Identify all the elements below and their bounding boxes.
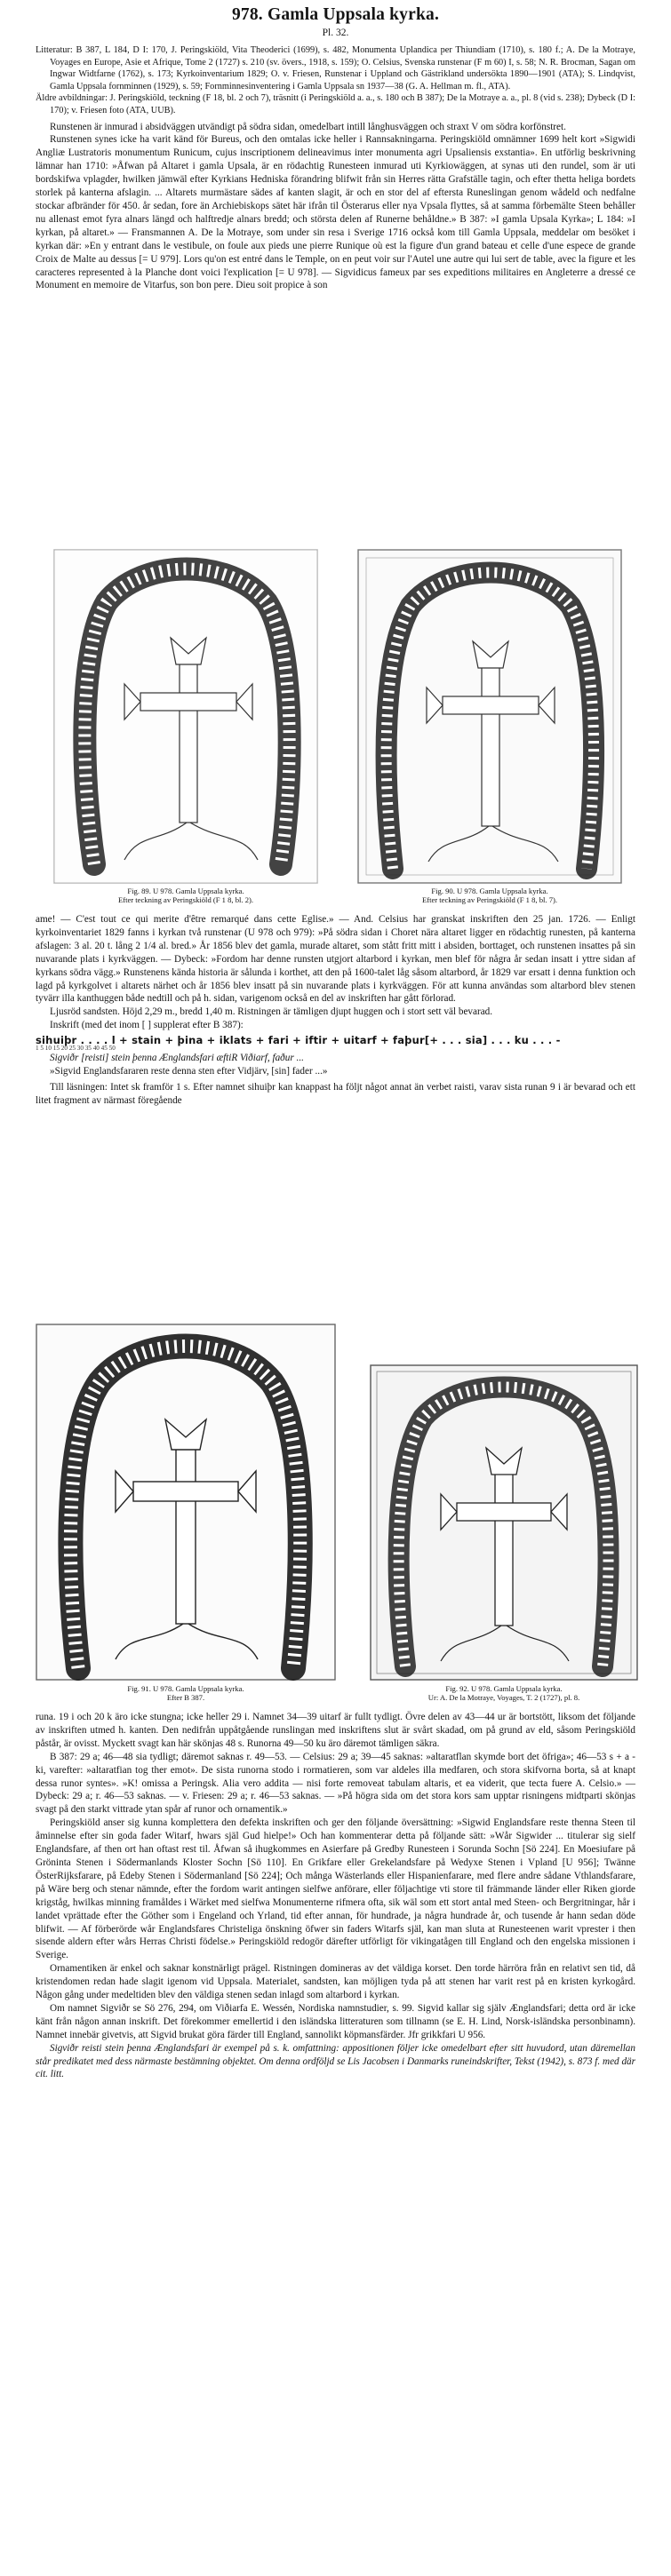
paragraph-inscription-intro: Inskrift (med det inom [ ] supplerat efter B 387):	[50, 1020, 244, 1031]
literature-list: Litteratur: B 387, L 184, D I: 170, J. Peringskiöld, Vita Theoderici (1699), s. 482, Monumenta Uplandica per Thiundiam (1710), s. 180 f.; A. De la Motraye, Voyages en Europe, Asie et Afrique, Tome 2 (1727) s. 210 (sv. övers., 1918, s. 159); O. Celsius, Svenska runstenar (F m 60) I, s. 58; N. R. Brocman, Sagan om Ingwar Widtfarne (1762), s. 173; Kyrkoinventarium 1829; O. v. Friesen, Runstenar i Uppland och Gästrikland undersökta 1890—1901 (ATA); S. Lindqvist, Gamla Uppsala fornminnen (1929), s. 59; Fornminnesinventering i Gamla Uppsala sn 1937—38 (G. A. Hellman m. fl., ATA).	[36, 45, 635, 91]
figure-91	[36, 1324, 336, 1681]
body-part-2	[0, 913, 671, 1108]
header-block	[0, 5, 671, 292]
translation-text: »Sigvid Englandsfararen reste denna sten efter Vidjärv, [sin] fader ...»	[50, 1066, 328, 1077]
paragraph-syntax: Sigviðr reisti stein þenna Ænglandsfari är exempel på s. k. omfattning: appositionen följer icke omedelbart efter sitt huvudord, utan däremellan står predikatet med dess närmaste bestämning objektet. Om denna ordföljd se Lis Jacobsen i Danmarks runeindskrifter, Tekst (1942), s. 873 f. med där cit. litt.	[36, 2042, 635, 2080]
rune-numbering: 1 5 10 15 20 25 30 35 40 45 50	[36, 1045, 116, 1053]
body-part-1	[36, 121, 635, 293]
paragraph-peringskiold: Peringskiöld anser sig kunna komplettera den defekta inskriften och ger den följande översättning: »Sigwid Englandsfare reste thenna Steen til åminnelse efter sin goda fader Witarf, hwars själ Gud hielpe!» Och han kommenterar detta på följande sätt: »Wår Sigwider ... titulerar sig sielf Englandsfare, af then ort han oftast rest til. Åfwan så ihugkommes en Asierfare på Gredby Runesteen i Sorunda Sochn [Sö 224]. En Moesiufare på Gröninta Stenen i Södermanlands Kloster Sochn [Sö 110]. En Grikfare eller Grekelandsfare på Wedyxe Stenen i Vpland [U 956]; Twänne ÖsterRijksfarare, på Edeby Stenen i Södermanland [Sö 224]; Och många Wästerlands eller Hispanienfarare, med flere andre sådane Vthlandsfarare, på Wäre berg och stenar nämnde, efter the fordom warit antingen sielfwe anförare, eller följachtige vti store til främmande länder eller Riken giorde krigståg, hwilkas minning framåldes i Wärket med sielfwa Monumenterne rifmera ofta, sik wäl som ett stort antal med Steen- och Bergritningar, hår i landet vprättade efter the Göther som i Engeland och Yrland, tid efter annan, för hundrade, ja några hundrade år, och tusende år hann sedan döde blifwit. — Af förberörde wår Englandsfares Christeliga önskning öfwer sin faders Witarfs själ, kan man sluta at Runesteenen warit vprester i then sisende aldern efter wårs Herras Christi födelse.» Peringskiöld redogör därefter utförligt för vikingatågen till England och den engelska missionen i Sverige.	[36, 1817, 635, 1961]
figure-89-caption: Fig. 89. U 978. Gamla Uppsala kyrka. Efter teckning av Peringskiöld (F 1 8, bl. 2).	[117, 886, 254, 905]
paragraph-ornament: Ornamentiken är enkel och saknar konstnärligt prägel. Ristningen domineras av det väldiga korset. Den torde härröra från en relativt sen tid, då kristendomen redan hade slagit igenom vid Uppsala. Materialet, sandsten, kan möjligen tyda på att stenen har varit rest på en kristen kyrkogård. Någon gång under medeltiden blev den väldiga stenen sedan inlagd som altarbord i kyrkan.	[36, 1963, 635, 2001]
figure-89	[53, 549, 318, 884]
normalized-text: Sigviðr [reisti] stein þenna Ænglandsfari æftiR Viðiarf, faður ...	[50, 1053, 304, 1064]
body-part-3	[0, 1711, 671, 2081]
illustration-list: Äldre avbildningar: J. Peringskiöld, teckning (F 18, bl. 2 och 7), träsnitt (i Peringskiöld a. a., s. 180 och B 387); De la Motraye a. a., pl. 8 (vid s. 238); Dybeck (D I: 170); v. Friesen foto (ATA, UUB).	[36, 93, 635, 115]
paragraph-history: Runstenen synes icke ha varit känd för Bureus, och den omtalas icke heller i Rannsakningarna. Peringskiöld omnämner 1699 helt kort »Sigwidi Angliæ Lustratoris monumentum Runicum, cujus inscriptionem delineavimus inter monumenta agri Upsaliensis exstantia». En utförlig beskrivning lämnar han 1710: »Åfwan på Altaret i gamla Upsala, är en rödachtig Runesteen inmurad uti Kyrkiowäggen, at synas uti den rundel, som är uti bordskifwa vplagder, hwilken jämwäl efter Kyrkians Hedniska förandring blifwit från sin Herres rätta Grafställe tagin, och efter thetta heliga bordets storlek på kanterna afslagin. ... Altarets murmästare sädes af kanten slagit, är och en stor del af eftersta Runeslingan genom wådeld och nedfalne stockar afbränder för 450. år sedan, fore än Archiebiskops sätet här ifrån til Österarus eller nya Vpsala flyttes, så at samma förbemälte Steen behåller nu allenast emot fyra alnars längd och halftredje alnars bredd; och största delen af Runerne behåldne.» B 387: »I gamla Upsala Kyrka»; L 184: »I kyrkan, på altaret.» — Fransmannen A. De la Motraye, som under sin resa i Sverige 1716 också kom till Gamla Uppsala, meddelar om besöket i kyrkan där: »En y entrant dans le vestibule, on foule aux pieds une pierre Runique où est la figure d'un grand bateau et celle d'une espece de grande Croix de Malte au dessus [= U 979]. Lors qu'on est entré dans le Temple, on en peut voir sur l'Autel une autre qui lui sert de table, avec la figure et les caracteres represented à la Planche dont voici l'explication [= U 978]. — Sigvidicus fameux par ses expeditions militaires en Angleterre a dressé ce Monument en memoire de Vitarfus, son bon pere. Dieu soit propice à son	[36, 134, 635, 291]
figure-92-caption: Fig. 92. U 978. Gamla Uppsala kyrka. Ur: A. De la Motraye, Voyages, T. 2 (1727), pl. 8.	[427, 1684, 580, 1703]
rune-transliteration: sihuiþr . . . . l + stain + þina + iklats + fari + iftir + uitarf + faþur[+ . . . sia] . . . ku . . . -	[36, 1034, 561, 1047]
paragraph-material: Ljusröd sandsten. Höjd 2,29 m., bredd 1,40 m. Ristningen är tämligen djupt huggen och i stort sett väl bevarad.	[50, 1006, 493, 1018]
runestone-drawing-90	[357, 549, 622, 884]
paragraph-reading: Till läsningen: Intet sk framför 1 s. Efter namnet sihuiþr kan knappast ha följt något annat än verbet raisti, varav sista runan 9 i är bevarad och ett litet fragment av närmast föregående	[36, 1081, 635, 1106]
figure-92	[370, 1364, 638, 1681]
page-title: 978. Gamla Uppsala kyrka.	[231, 5, 440, 24]
paragraph-location: Runstenen är inmurad i absidväggen utvändigt på södra sidan, omedelbart intill långhusväggen och straxt V om södra korfönstret.	[50, 121, 566, 132]
runestone-engraving-92	[370, 1364, 638, 1681]
paragraph-runa: runa. 19 i och 20 k äro icke stungna; icke heller 29 i. Namnet 34—39 uitarf är fullt tydligt. Övre delen av 43—44 ur är bortstött, liksom det följande av inskriften utmed h. kanten. Den nedifrån uppåtgående runslingan med inskriftens slut är svårt skadad, om på grund av eld, såsom Peringskiöld påstår, är ovisst. Myckett svagt kan här skönjas 48 s. Runorna 49—50 ku äro däremot tämligen säkra.	[36, 1712, 635, 1749]
paragraph-names: Om namnet Sigviðr se Sö 276, 294, om Viðiarfa E. Wessén, Nordiska namnstudier, s. 99. Sigvid kallar sig själv Ænglandsfari; detta ord är icke känt från någon annan inskrift. Det förekommer emellertid i den isländska litteraturen som tillnamn (se E. H. Lind, Norsk-isländska personbinamn). Namnet innebär givetvis, att Sigvid brukat göra färder till England, sannolikt köpmansfärder. Jfr grikkfari U 956.	[36, 2002, 635, 2040]
plate-reference: Pl. 32.	[322, 28, 349, 38]
paragraph-continuation: ame! — C'est tout ce qui merite d'être remarqué dans cette Eglise.» — And. Celsius har granskat inskriften den 25 jan. 1726. — Enligt kyrkoinventariet 1829 fanns i kyrkan två runstenar (U 978 och 979): »På södra sidan i Choret nära altaret ligger en rödachtig runesten, på kanterna afslagen: 3 al. 20 t. lång 2 1/4 al. bred.» År 1856 blev det gamla, murade altaret, som stått fritt mitt i absiden, borttaget, och runstenen insattes på sin nuvarande plats i kyrkväggen. — Dybeck: »Fordom har denne runsten utgjort altarbord i kyrkan, men blef för några år sedan insatt i yttre sidan af kyrkans södra vägg.» Runstenens kända historia är sålunda i korthet, att den på 1600-talet låg såsom altarbord, år 1829 var ersatt i denna funktion och lagd på kyrkgolvet i altarets närhet och år 1856 blev insatt på sin nuvarande plats i kyrkväggen. För att kunna användas som altarbord blev stenen tyvärr illa kanthuggen både nedtill och på h. sidan, varigenom också en del av inskriften har gått förlorad.	[36, 914, 635, 1005]
runestone-woodcut-91	[36, 1324, 336, 1681]
figure-90	[357, 549, 622, 884]
figure-90-caption: Fig. 90. U 978. Gamla Uppsala kyrka. Efter teckning av Peringskiöld (F 1 8, bl. 7).	[421, 886, 558, 905]
paragraph-earlier-readings: B 387: 29 a; 46—48 sia tydligt; däremot saknas r. 49—53. — Celsius: 29 a; 39—45 saknas: »altaratflan skymde bort det öfriga»; 46—53 s + a - ki, varefter: »altaratfian tog ther emot». De sista runorna stodo i rormatieren, som var aldeles illa medfaren, och stora skifvorna borta, så at knapt dessa runor syntes». »K! omissa a Peringsk. Alia vero addita — nisi forte removeat tabulam altaris, et ea viderit, que tecta fuere A. Celsio.» — Dybeck: 29 a; r. 46—53 saknas. — v. Friesen: 29 a; r. 46—53 saknas. — »På högra sida om det stora kors sam upptar risningens midtparti skönjas svagt på den starkt vittrade ytan spår af runor och ornamentik.»	[36, 1751, 635, 1816]
runestone-drawing-89	[53, 549, 318, 884]
figure-91-caption: Fig. 91. U 978. Gamla Uppsala kyrka. Efter B 387.	[127, 1684, 244, 1703]
bibliography	[36, 44, 635, 117]
